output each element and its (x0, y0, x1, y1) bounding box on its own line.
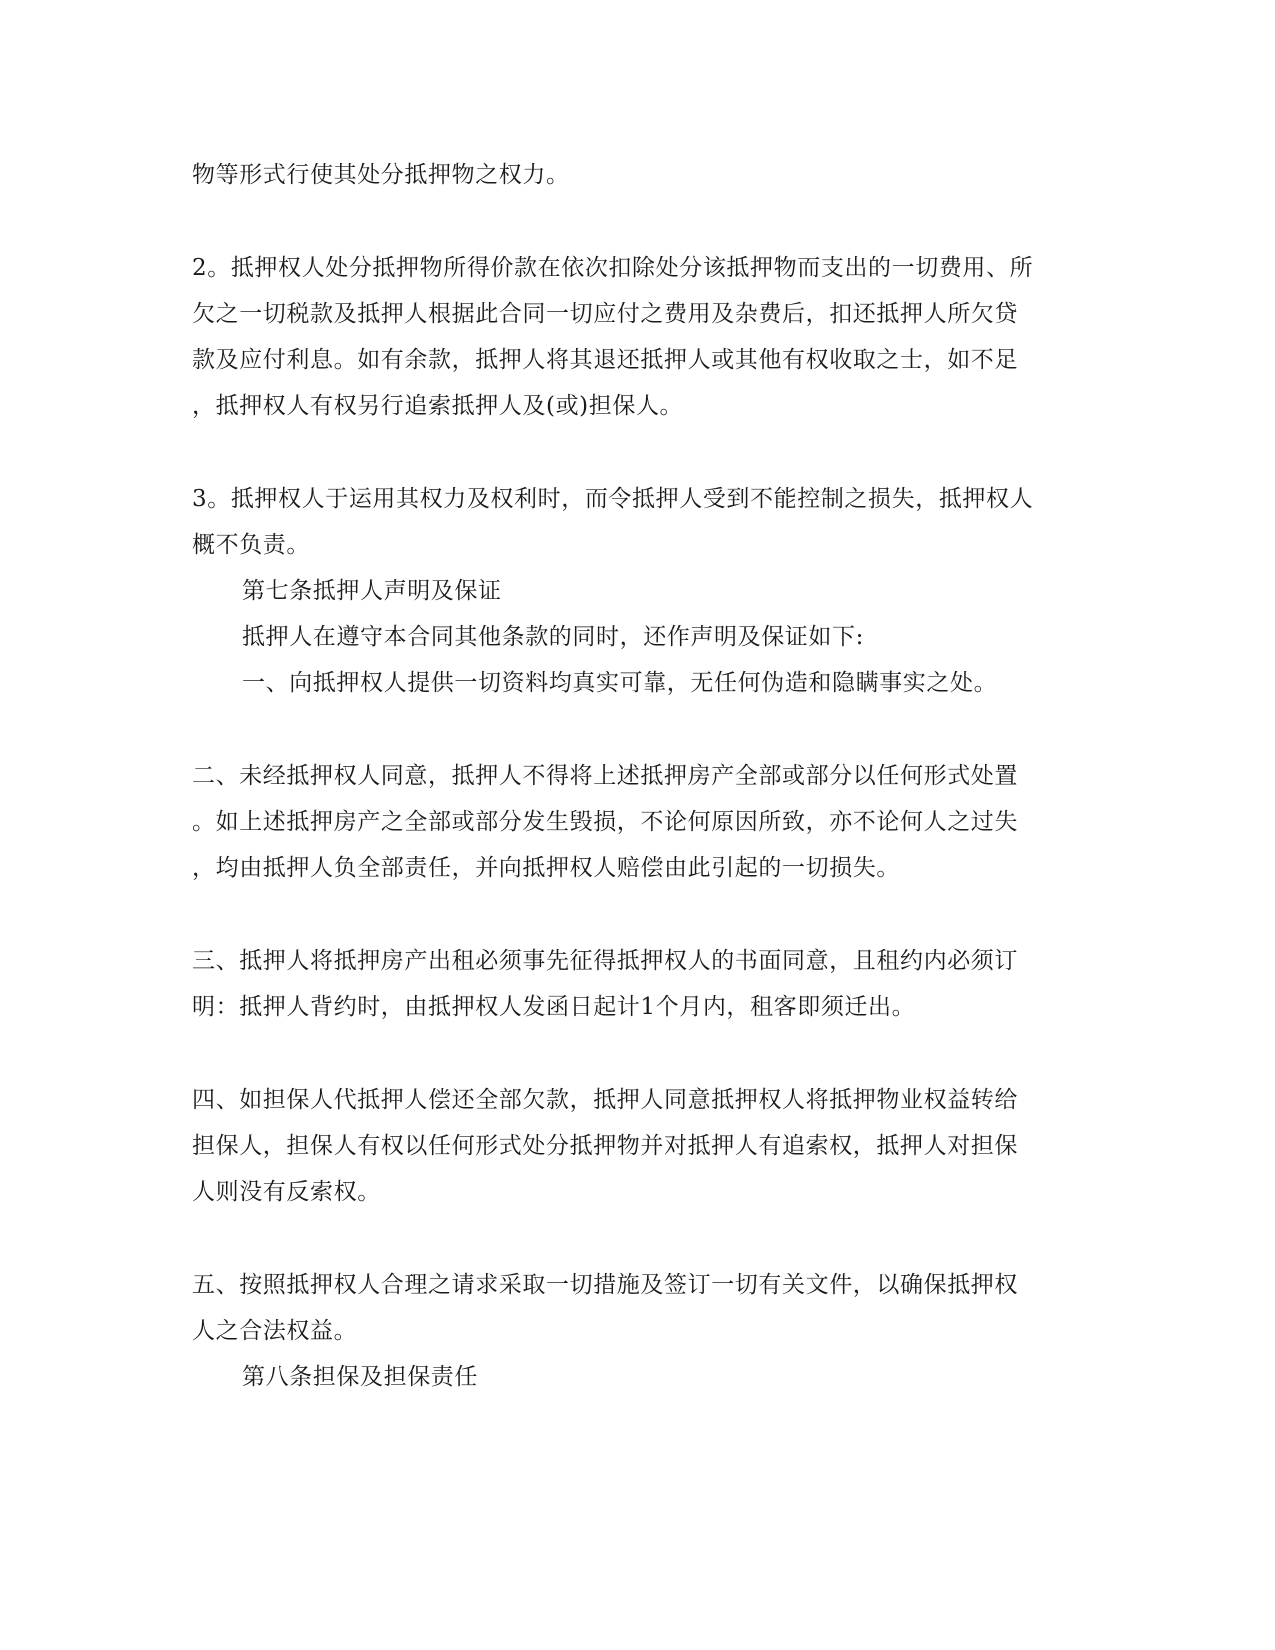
text-line: 欠之一切税款及抵押人根据此合同一切应付之费用及杂费后，扣还抵押人所欠贷 (192, 301, 1018, 327)
text-line: 3。抵押权人于运用其权力及权利时，而令抵押人受到不能控制之损失，抵押权人 (192, 486, 1034, 512)
text-line: 物等形式行使其处分抵押物之权力。 (192, 162, 570, 188)
text-line: 抵押人在遵守本合同其他条款的同时，还作声明及保证如下: (242, 624, 864, 650)
text-line: ，均由抵押人负全部责任，并向抵押权人赔偿由此引起的一切损失。 (192, 855, 900, 881)
text-line: 明：抵押人背约时，由抵押权人发函日起计1个月内，租客即须迁出。 (192, 994, 916, 1020)
text-line: 人则没有反索权。 (192, 1179, 381, 1205)
text-line: 人之合法权益。 (192, 1318, 358, 1344)
text-line: 五、按照抵押权人合理之请求采取一切措施及签订一切有关文件，以确保抵押权 (192, 1272, 1018, 1298)
text-line: 款及应付利息。如有余款，抵押人将其退还抵押人或其他有权收取之士，如不足 (192, 347, 1018, 373)
text-line: ，抵押权人有权另行追索抵押人及(或)担保人。 (192, 393, 684, 419)
section-heading: 第八条担保及担保责任 (242, 1364, 478, 1390)
text-line: 三、抵押人将抵押房产出租必须事先征得抵押权人的书面同意，且租约内必须订 (192, 948, 1018, 974)
text-line: 四、如担保人代抵押人偿还全部欠款，抵押人同意抵押权人将抵押物业权益转给 (192, 1087, 1018, 1113)
text-line: 2。抵押权人处分抵押物所得价款在依次扣除处分该抵押物而支出的一切费用、所 (192, 255, 1034, 281)
text-line: 二、未经抵押权人同意，抵押人不得将上述抵押房产全部或部分以任何形式处置 (192, 763, 1018, 789)
text-line: 。如上述抵押房产之全部或部分发生毁损，不论何原因所致，亦不论何人之过失 (192, 809, 1018, 835)
section-heading: 第七条抵押人声明及保证 (242, 578, 502, 604)
text-line: 概不负责。 (192, 532, 310, 558)
text-line: 担保人，担保人有权以任何形式处分抵押物并对抵押人有追索权，抵押人对担保 (192, 1133, 1018, 1159)
text-line: 一、向抵押权人提供一切资料均真实可靠，无任何伪造和隐瞒事实之处。 (242, 670, 998, 696)
